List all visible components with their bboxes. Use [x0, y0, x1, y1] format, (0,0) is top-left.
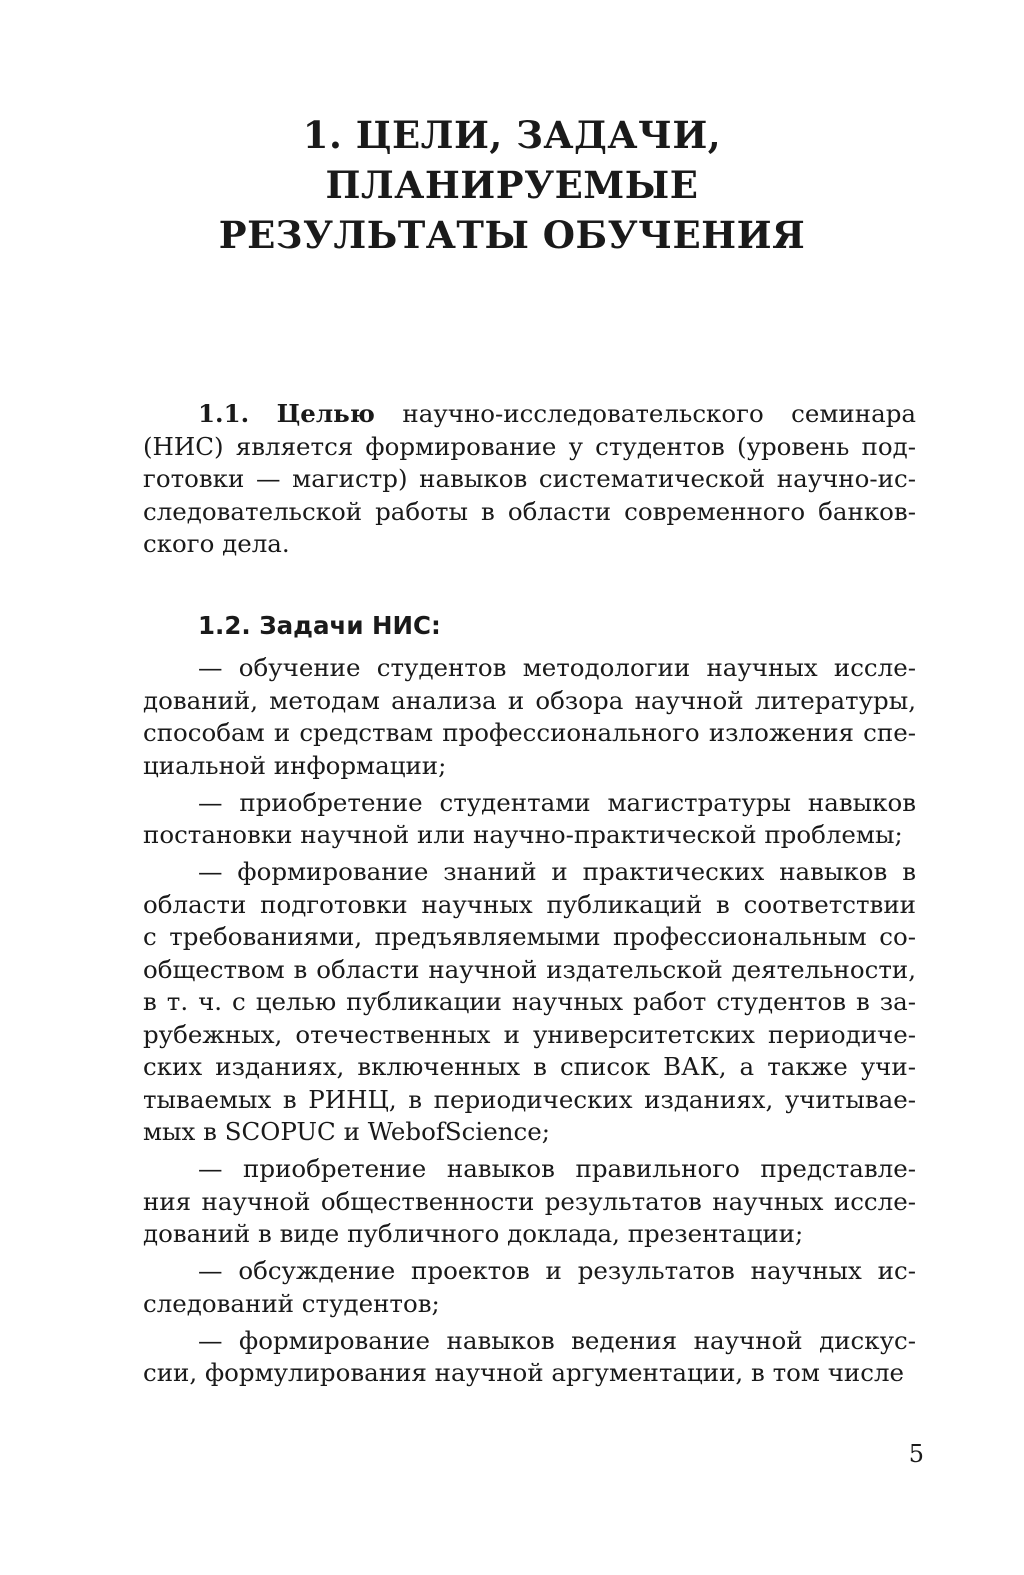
task-list-line: мых в SCOPUC и WebofScience; [143, 1117, 550, 1146]
task-list-line: дований, методам анализа и обзора научной литературы, [143, 685, 916, 715]
paragraph-line [143, 398, 916, 431]
task-list-line: — приобретение навыков правильного представле- [198, 1154, 916, 1183]
bold-term: Целью [276, 399, 375, 428]
task-list-item [143, 1153, 916, 1251]
chapter-heading [120, 110, 904, 260]
paragraph-line-text: научно-исследовательского семинара [402, 399, 916, 428]
task-list-line: ских изданиях, включенных в список ВАК, а также учи- [143, 1052, 916, 1081]
task-list-line: — обсуждение проектов и результатов научных ис- [198, 1256, 916, 1285]
task-list-item [143, 856, 916, 1149]
paragraph-line: готовки — магистр) навыков систематической научно-ис- [143, 464, 916, 493]
task-list-line: тываемых в РИНЦ, в периодических изданиях, учитывае- [143, 1084, 916, 1114]
task-list-line: дований в виде публичного доклада, презентации; [143, 1219, 804, 1248]
task-list-line: следований студентов; [143, 1288, 440, 1318]
task-list-item [143, 787, 916, 852]
chapter-heading-line-1: 1. ЦЕЛИ, ЗАДАЧИ, ПЛАНИРУЕМЫЕ [302, 113, 722, 207]
task-list-line: — обучение студентов методологии научных иссле- [198, 653, 916, 682]
paragraph-line: следовательской работы в области современного банков- [143, 496, 916, 526]
task-list-line: — формирование навыков ведения научной дискус- [198, 1325, 916, 1355]
page-number: 5 [908, 1440, 924, 1468]
task-list-item [143, 1325, 916, 1390]
task-list-line: циальной информации; [143, 750, 447, 780]
task-list-line: ния научной общественности результатов научных иссле- [143, 1186, 916, 1216]
task-list-line: — формирование знаний и практических навыков в [198, 857, 916, 886]
paragraph-line: ского дела. [143, 529, 290, 558]
task-list-line: сии, формулирования научной аргументации, в том числе [143, 1358, 905, 1387]
chapter-heading-line-2: РЕЗУЛЬТАТЫ ОБУЧЕНИЯ [218, 213, 806, 257]
task-list-line: рубежных, отечественных и университетских периодиче- [143, 1019, 916, 1049]
task-list-line: области подготовки научных публикаций в соответствии [143, 889, 916, 919]
section-number: 1.1. [198, 399, 250, 428]
task-list-line: постановки научной или научно-практической проблемы; [143, 820, 903, 849]
task-list-line: способам и средствам профессионального изложения спе- [143, 718, 916, 747]
task-list-line: обществом в области научной издательской деятельности, [143, 954, 916, 984]
section-1-2-title: 1.2. Задачи НИС: [198, 611, 441, 640]
paragraph-line: (НИС) является формирование у студентов (уровень под- [143, 431, 916, 461]
task-list-line: с требованиями, предъявляемыми профессиональным со- [143, 922, 916, 951]
task-list [143, 652, 916, 1394]
task-list-line: в т. ч. с целью публикации научных работ студентов в за- [143, 987, 916, 1016]
task-list-item [143, 1255, 916, 1320]
task-list-item [143, 652, 916, 782]
task-list-line: — приобретение студентами магистратуры навыков [198, 787, 916, 817]
paragraph-1-1 [143, 398, 916, 561]
